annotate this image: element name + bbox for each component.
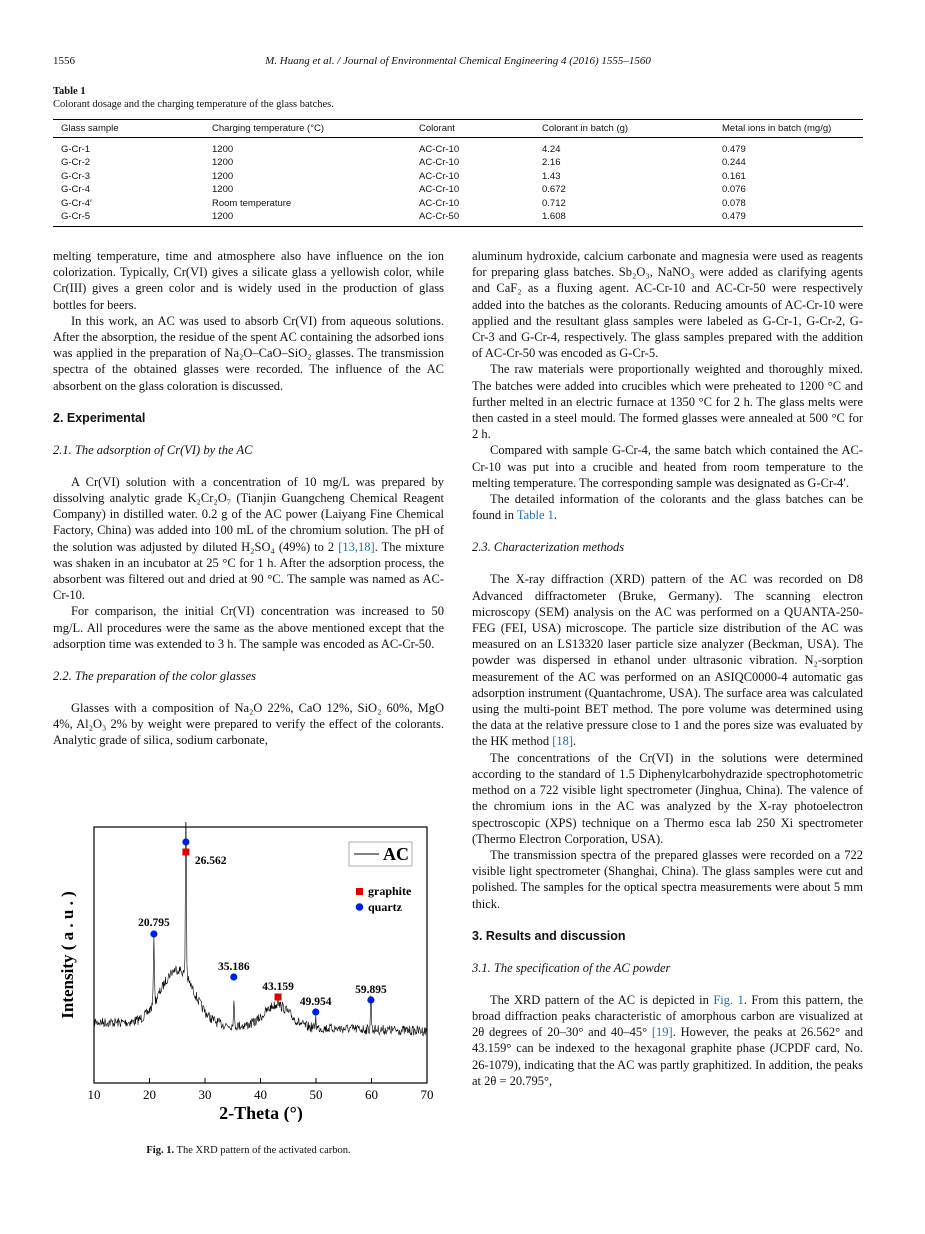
table-cell: 0.479	[714, 210, 863, 227]
subsection-heading: 2.3. Characterization methods	[472, 540, 625, 555]
legend-graphite-swatch	[356, 888, 363, 895]
table-cell: G-Cr-5	[53, 210, 204, 227]
citation-link[interactable]: [19]	[651, 1025, 673, 1040]
table-cell: G-Cr-3	[61, 170, 91, 182]
legend-quartz-swatch	[356, 903, 364, 911]
paragraph	[472, 992, 863, 1089]
table-row	[53, 138, 863, 157]
table-row	[53, 210, 863, 227]
paragraph: In this work, an AC was used to absorb Cr(VI) from aqueous solutions. After the absorption, the residue of the spent AC containing the adsorbed ions was applied in the preparation of Na₂O–CaO–SiO₂ glasses. The transmission spectra of the obtained glasses were recorded. The influence of the AC absorbent on the glass coloration is discussed.	[53, 313, 444, 393]
x-tick-label: 60	[365, 1087, 378, 1102]
text-run: .	[573, 734, 577, 749]
table-cell: AC-Cr-10	[419, 170, 460, 182]
table-cell: 0.479	[722, 144, 746, 155]
legend-line-label: AC	[383, 844, 409, 864]
x-axis-ticks	[88, 1078, 434, 1102]
table-cell: AC-Cr-50	[411, 210, 534, 227]
table-header: Charging temperature (°C)	[204, 120, 411, 138]
paragraph: The raw materials were proportionally weighted and thoroughly mixed. The batches were added into crucibles which were preheated to 1200 °C and further melted in an electric furnace at 1350 °C for 2 h. The glass melts were then casted in a steel mould. The formed glasses were annealed at 500 °C for 2 h.	[472, 362, 863, 442]
text-run: . From this pattern, the broad diffraction peaks characteristic of amorphous carbon are visualized at 2θ degrees of 20–30° and 40–45°	[472, 992, 863, 1040]
peak-label: 20.795	[138, 917, 170, 929]
table-cell: Room temperature	[212, 197, 292, 209]
subsection-heading: 2.2. The preparation of the color glasses	[53, 669, 257, 684]
xrd-figure	[53, 822, 444, 1122]
figure-caption-text: The XRD pattern of the activated carbon.	[176, 1145, 351, 1156]
table-cell: 1200	[204, 210, 411, 227]
x-tick-label: 30	[198, 1087, 212, 1102]
table-cell: G-Cr-4′	[61, 197, 92, 209]
x-axis-label: 2-Theta (°)	[219, 1103, 303, 1122]
figure-link[interactable]: Fig. 1	[713, 992, 744, 1007]
table-cell: 0.712	[542, 197, 566, 209]
peak-label: 49.954	[299, 996, 332, 1008]
table-cell: G-Cr-4	[61, 184, 91, 196]
colorant-table	[53, 119, 863, 227]
peak-label: 43.159	[262, 981, 294, 993]
peak-label: 26.562	[194, 855, 227, 867]
table-cell: G-Cr-1	[61, 144, 91, 155]
right-column	[472, 248, 863, 1089]
left-column	[53, 248, 444, 749]
table-cell: 1200	[212, 184, 234, 196]
running-header	[53, 55, 863, 69]
paragraph: Compared with sample G-Cr-4, the same batch which contained the AC-Cr-10 was put into a crucible and heated from room temperature to the melting temperature. The corresponding sample was designated as G-Cr-4′.	[472, 443, 863, 490]
x-tick-label: 50	[309, 1087, 323, 1102]
table-header: Glass sample	[53, 120, 204, 138]
subsection-heading: 2.1. The adsorption of Cr(VI) by the AC	[53, 442, 253, 457]
paragraph: aluminum hydroxide, calcium carbonate and magnesia were used as reagents for preparing glass batches. Sb₂O₃, NaNO₃ were added as clarifying agents and CaF₂ as a fluxing agent. AC-Cr-10 and AC-Cr-50 were respectively added into the batches as the colorants. Reducing amounts of AC-Cr-10 were applied and the resultant glass samples were labeled as G-Cr-1, G-Cr-2, G-Cr-3 and G-Cr-4, respectively. The glass samples prepared with the addition of AC-Cr-50 was encoded as G-Cr-5.	[472, 249, 863, 361]
text-run: . The mixture was shaken in an incubator at 25 °C for 1 h. After the adsorption process, the absorbent was filtered out and dried at 90 °C. The sample was named as AC-Cr-10.	[53, 539, 444, 603]
table-cell: 0.076	[722, 184, 746, 196]
table-cell: 1.43	[542, 170, 561, 182]
table-row	[53, 170, 863, 183]
table-header-row	[53, 120, 863, 138]
text-run: A Cr(VI) solution with a concentration of 10 mg/L was prepared by dissolving analytic grade K₂Cr₂O₇ (Tianjin Guangcheng Chemical Reagent Company) in distilled water. 0.2 g of the AC power (Laiyang Fine Chemical Factory, China) was added into 100 mL of the chromium solution. The pH of the solution was adjusted by diluted H₂SO₄ (49%) to 2	[53, 474, 444, 554]
paragraph	[472, 491, 863, 523]
x-tick-label: 70	[420, 1087, 434, 1102]
table-cell: G-Cr-2	[61, 157, 91, 169]
journal-citation: M. Huang et al. / Journal of Environmental Chemical Engineering 4 (2016) 1555–1560	[265, 55, 651, 67]
table-row	[53, 156, 863, 169]
paragraph	[53, 474, 444, 604]
table-cell: AC-Cr-10	[419, 184, 460, 196]
table-header: Metal ions in batch (mg/g)	[714, 120, 863, 138]
table-link[interactable]: Table 1	[516, 508, 554, 523]
table-cell: AC-Cr-10	[419, 197, 460, 209]
figure-label: Fig. 1.	[146, 1145, 175, 1156]
graphite-marker	[182, 849, 189, 856]
table-cell: 4.24	[542, 144, 561, 155]
table-cell: 2.16	[542, 157, 561, 169]
quartz-marker	[312, 1008, 319, 1015]
page-number: 1556	[53, 55, 75, 67]
table-cell: 1.608	[534, 210, 714, 227]
table-header: Colorant	[411, 120, 534, 138]
table-cell: 1200	[212, 170, 234, 182]
table-caption-text: Colorant dosage and the charging temperature of the glass batches.	[53, 99, 334, 110]
citation-link[interactable]: [18]	[552, 734, 574, 749]
quartz-marker	[182, 838, 189, 845]
peak-label: 59.895	[355, 984, 387, 996]
quartz-marker	[150, 930, 157, 937]
table-row	[53, 197, 863, 210]
peak-label: 35.186	[217, 961, 250, 973]
table-cell: AC-Cr-10	[419, 157, 460, 169]
figure-caption	[53, 1145, 444, 1156]
graphite-marker	[275, 994, 282, 1001]
quartz-marker	[230, 973, 237, 980]
xrd-chart	[53, 822, 444, 1122]
paragraph: The transmission spectra of the prepared glasses were recorded on a 722 visible light spectrometer (Shanghai, China). The glass samples were cut and polished. The samples for the optical spectra measurements were about 5 mm thick.	[472, 847, 863, 911]
x-tick-label: 20	[143, 1087, 156, 1102]
table-caption	[53, 85, 863, 111]
paragraph: For comparison, the initial Cr(VI) concentration was increased to 50 mg/L. All procedures were the same as the above mentioned except that the adsorption time was extended to 3 h. The sample was encoded as AC-Cr-50.	[53, 604, 444, 651]
table-cell: 1200	[212, 157, 234, 169]
text-run: The XRD pattern of the AC is depicted in	[490, 992, 714, 1007]
table-cell: 0.672	[542, 184, 566, 196]
paragraph: Glasses with a composition of Na₂O 22%, CaO 12%, SiO₂ 60%, MgO 4%, Al₂O₃ 2% by weight were prepared to verify the effect of the colorants. Analytic grade of silica, sodium carbonate,	[53, 701, 444, 748]
legend-graphite-label: graphite	[368, 884, 412, 898]
table-cell: 0.244	[722, 157, 746, 169]
table-cell: 1200	[212, 144, 234, 155]
x-tick-label: 10	[87, 1087, 101, 1102]
table-cell: 0.078	[722, 197, 746, 209]
text-run: The detailed information of the colorants and the glass batches can be found in	[472, 492, 863, 523]
citation-link[interactable]: [13,18]	[338, 539, 375, 554]
section-heading: 2. Experimental	[53, 410, 146, 425]
paragraph: melting temperature, time and atmosphere also have influence on the ion colorization. Typically, Cr(VI) gives a silicate glass a yellowish color, while Cr(III) gives a green color and is widely used in the production of glass bottles for beers.	[53, 249, 444, 312]
paragraph	[472, 571, 863, 749]
section-heading: 3. Results and discussion	[472, 928, 626, 943]
table-header: Colorant in batch (g)	[534, 120, 714, 138]
table-label: Table 1	[53, 86, 86, 97]
text-run: .	[553, 508, 558, 523]
table-cell: 0.161	[722, 170, 746, 182]
text-run: . However, the peaks at 26.562° and 43.159° can be indexed to the hexagonal graphite phase (JCPDF card, No. 26-1079), indicating that the AC was partly graphitized. In addition, the peaks at 2θ = 20.795°,	[472, 1025, 863, 1088]
quartz-marker	[367, 996, 374, 1003]
subsection-heading: 3.1. The specification of the AC powder	[472, 960, 671, 975]
legend-quartz-label: quartz	[368, 900, 402, 914]
table-cell: AC-Cr-10	[419, 144, 460, 155]
text-run: The X-ray diffraction (XRD) pattern of the AC was recorded on D8 Advanced diffractometer (Bruke, Germany). The scanning electron microscopy (SEM) analysis on the AC was performed on a QUANTA-250-FEG (FEI, USA) microscope. The particle size distribution of the AC was measured on an LS13320 laser particle size analyzer (Beckman, USA). The powder was dispersed in ethanol under ultrasonic vibration. N₂-sorption measurement of the AC was performed on an ASIQC0000-4 automatic gas adsorption instrument (Quantachrome, USA). The surface area was calculated using the multi-point BET method. The pore volume was determined using the data at the relative pressure close to 1 and the pores size was evaluated by the HK method	[472, 572, 863, 749]
paragraph: The concentrations of the Cr(VI) in the solutions were determined according to the standard of 1.5 Diphenylcarbohydrazide spectrophotometric method on a 722 visible light spectrometer (Jinghua, China). The valence of the chromium ions in the AC was analyzed by the X-ray photoelectron spectroscopic (XPS) technique on a Thermo esca lab 250 Xi spectrometer (Thermo Electron Corporation, USA).	[472, 750, 863, 846]
x-tick-label: 40	[254, 1087, 267, 1102]
table-row	[53, 183, 863, 196]
y-axis-label: Intensity ( a . u . )	[58, 891, 77, 1019]
